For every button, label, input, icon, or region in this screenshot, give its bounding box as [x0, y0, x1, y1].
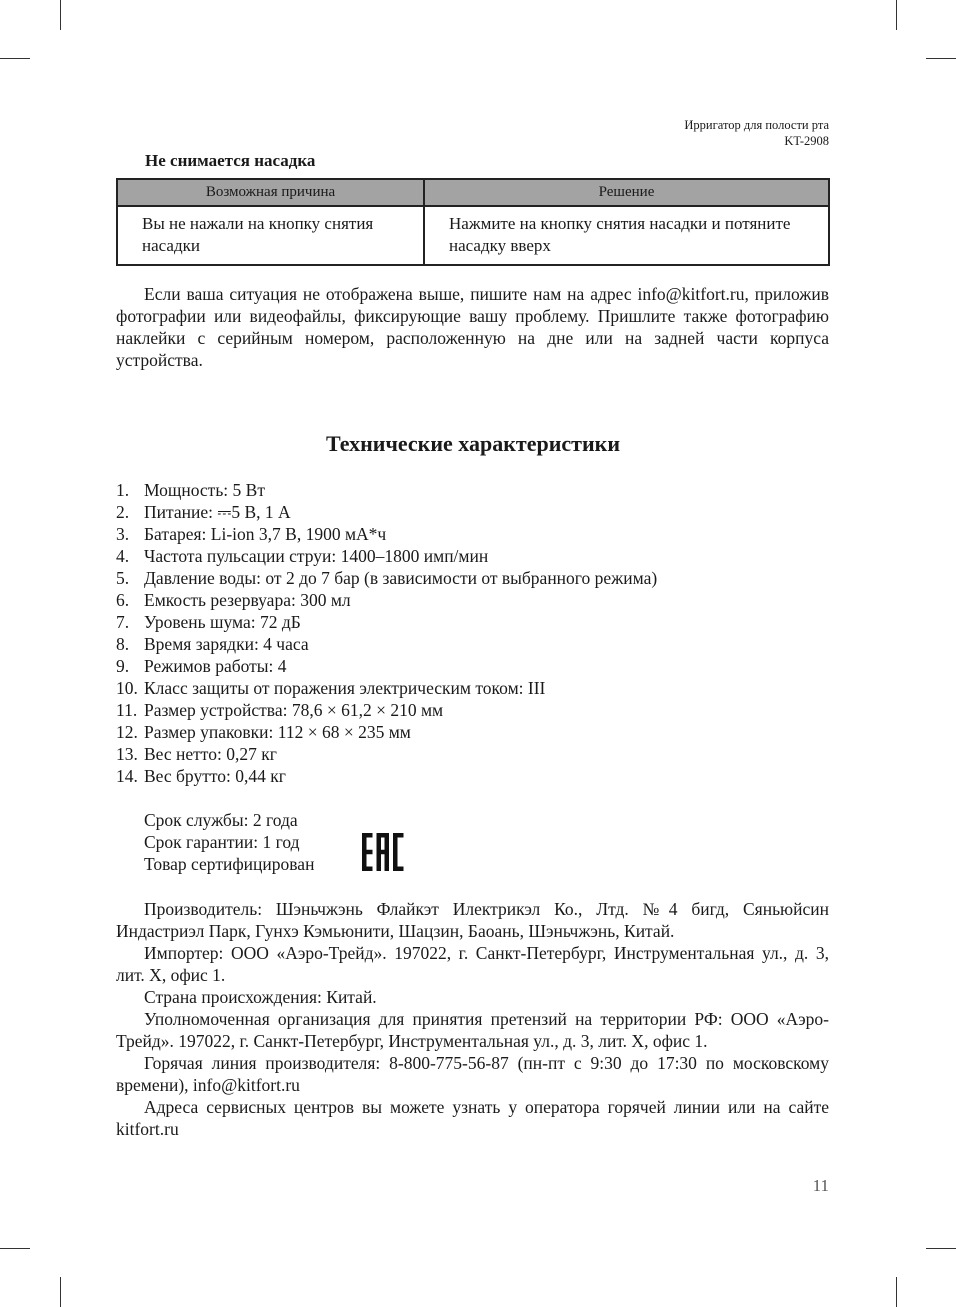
crop-mark [926, 1248, 956, 1249]
list-number: 8. [116, 634, 130, 654]
list-text: Вес брутто: 0,44 кг [144, 766, 286, 786]
certification-note: Товар сертифицирован [144, 854, 315, 874]
specs-title: Технические характеристики [325, 431, 621, 456]
table-header-row [117, 179, 829, 206]
list-item [116, 721, 657, 743]
manufacturer-paragraph: Производитель: Шэньчжэнь Флайкэт Илектрикэл Ко., Лтд. №4 бигд, Сяньюйсин Индастриэл Парк, Гунхэ Кэмьюнити, Шацзин, Баоань, Шэньчжэнь, Китай. [116, 899, 829, 941]
list-number: 9. [116, 656, 130, 676]
list-number: 5. [116, 568, 130, 588]
crop-mark [0, 1248, 30, 1249]
list-item [116, 655, 657, 677]
list-text: Батарея: Li-ion 3,7 В, 1900 мА*ч [144, 524, 387, 544]
column-header-solution: Решение [424, 179, 829, 206]
service-life: Срок службы: 2 года [144, 810, 298, 830]
list-number: 10. [116, 678, 138, 698]
crop-mark [896, 0, 897, 30]
authorized-org-paragraph: Уполномоченная организация для принятия претензий на территории РФ: ООО «Аэро-Трейд». 197022, г. Санкт-Петербург, Инструментальная ул., д. 3, лит. Х, офис 1. [116, 1009, 829, 1051]
list-item [116, 765, 657, 787]
troubleshoot-title: Не снимается насадка [145, 151, 316, 170]
list-number: 6. [116, 590, 130, 610]
list-item [116, 677, 657, 699]
list-number: 13. [116, 744, 138, 764]
list-text: Вес нетто: 0,27 кг [144, 744, 277, 764]
contact-paragraph: Если ваша ситуация не отображена выше, пишите нам на адрес info@kitfort.ru, приложив фотографии или видеофайлы, фиксирующие вашу проблему. Пришлите также фотографию наклейки с серийным номером, расположенную на дне или на задней части корпуса устройства. [116, 284, 829, 370]
list-item [116, 699, 657, 721]
list-text: Частота пульсации струи: 1400–1800 имп/мин [144, 546, 489, 566]
column-header-cause: Возможная причина [117, 179, 424, 206]
list-item [116, 545, 657, 567]
header-product-name: Ирригатор для полости рта [684, 118, 829, 132]
crop-mark [926, 58, 956, 59]
list-number: 3. [116, 524, 130, 544]
header-model: KT-2908 [784, 134, 829, 148]
warranty-period: Срок гарантии: 1 год [144, 832, 300, 852]
list-number: 14. [116, 766, 138, 786]
list-item [116, 523, 657, 545]
troubleshoot-table [116, 178, 830, 266]
list-item [116, 479, 657, 501]
list-number: 12. [116, 722, 138, 742]
origin-paragraph: Страна происхождения: Китай. [144, 987, 377, 1007]
list-text: Размер устройства: 78,6 × 61,2 × 210 мм [144, 700, 444, 720]
list-text: Уровень шума: 72 дБ [144, 612, 301, 632]
eac-certification-icon [362, 833, 404, 871]
crop-mark [896, 1277, 897, 1307]
list-item [116, 743, 657, 765]
solution-cell: Нажмите на кнопку снятия насадки и потяните насадку вверх [424, 206, 829, 265]
importer-paragraph: Импортер: ООО «Аэро-Трейд». 197022, г. Санкт-Петербург, Инструментальная ул., д. 3, лит. Х, офис 1. [116, 943, 829, 985]
list-number: 4. [116, 546, 130, 566]
cause-cell: Вы не нажали на кнопку снятия насадки [117, 206, 424, 265]
list-number: 11. [116, 700, 138, 720]
list-text: Время зарядки: 4 часа [144, 634, 309, 654]
list-text: Режимов работы: 4 [144, 656, 287, 676]
list-item [116, 567, 657, 589]
service-centers-paragraph: Адреса сервисных центров вы можете узнать у оператора горячей линии или на сайте kitfort.ru [116, 1097, 829, 1139]
list-number: 2. [116, 502, 130, 522]
list-item [116, 589, 657, 611]
crop-mark [60, 1277, 61, 1307]
hotline-paragraph: Горячая линия производителя: 8-800-775-56-87 (пн-пт с 9:30 до 17:30 по московскому времени), info@kitfort.ru [116, 1053, 829, 1095]
crop-mark [0, 58, 30, 59]
service-info [144, 809, 314, 875]
crop-mark [60, 0, 61, 30]
list-text: Мощность: 5 Вт [144, 480, 265, 500]
list-text: Емкость резервуара: 300 мл [144, 590, 351, 610]
table-row [117, 206, 829, 265]
page-number: 11 [812, 1176, 829, 1195]
list-item [116, 633, 657, 655]
list-text: Класс защиты от поражения электрическим током: III [144, 678, 546, 698]
specs-list [116, 479, 657, 787]
list-item [116, 611, 657, 633]
list-text: Размер упаковки: 112 × 68 × 235 мм [144, 722, 411, 742]
list-text: Питание: ⎓5 В, 1 А [144, 502, 291, 522]
list-text: Давление воды: от 2 до 7 бар (в зависимости от выбранного режима) [144, 568, 658, 588]
list-number: 7. [116, 612, 130, 632]
running-header [684, 117, 829, 149]
list-number: 1. [116, 480, 130, 500]
list-item [116, 501, 657, 523]
